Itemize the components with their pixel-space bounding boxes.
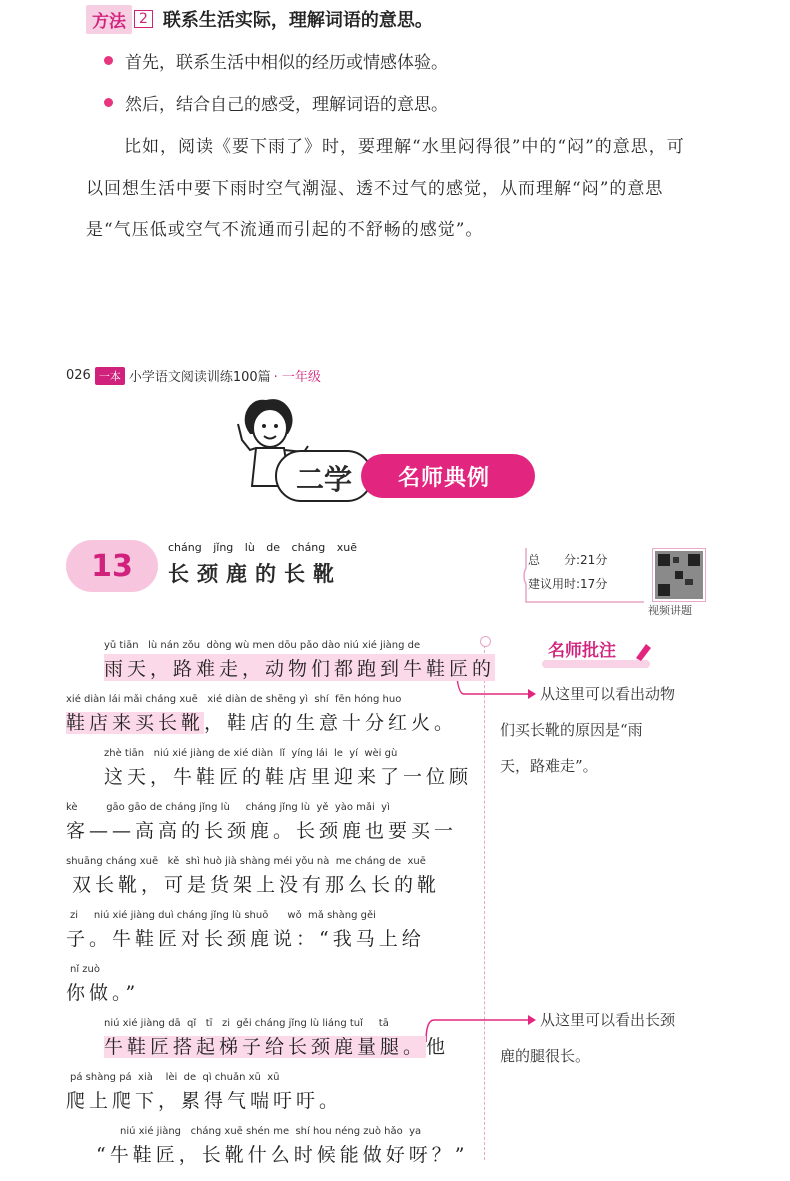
story-line: 客——高高的长颈鹿。长颈鹿也要买一: [66, 820, 458, 842]
example-line: 是“气压低或空气不流通而引起的不舒畅的感觉”。: [86, 220, 484, 240]
method-heading: [86, 6, 433, 32]
qr-label: 视频讲题: [648, 604, 692, 617]
story-line: 你做。”: [66, 982, 140, 1004]
suggested-time: 建议用时:17分: [528, 577, 608, 591]
pen-icon: [632, 640, 654, 662]
method-tag-label: 方法: [86, 5, 132, 34]
page-header: [66, 366, 321, 385]
method-tag-number: 2: [134, 10, 153, 28]
score-info: [528, 548, 607, 596]
pinyin-line: niú xié jiàng cháng xuē shén me shí hou néng zuò hǎo ya: [120, 1126, 422, 1137]
pinyin-line: xié diàn lái mǎi cháng xuē xié diàn de shēng yì shí fēn hóng huo: [66, 694, 402, 705]
lesson-number: 13: [66, 540, 158, 592]
total-score: 总 分:21分: [528, 553, 608, 567]
lesson-title: 长颈鹿的长靴: [168, 561, 342, 586]
pinyin-line: zi niú xié jiàng duì cháng jǐng lù shuō wǒ mǎ shàng gěi: [70, 910, 376, 921]
highlight-text: 鞋店来买长靴: [66, 712, 205, 734]
story-line: 这天，牛鞋匠的鞋店里迎来了一位顾: [104, 766, 473, 788]
bullet-item: [104, 48, 448, 73]
grade-label: · 一年级: [273, 370, 321, 385]
story-line: 爬上爬下，累得气喘吁吁。: [66, 1090, 343, 1112]
book-title: 小学语文阅读训练100篇: [128, 370, 271, 385]
story-line: [66, 708, 457, 735]
note-text: 从这里可以看出长颈: [540, 1011, 676, 1029]
bullet-dot-icon: [104, 56, 113, 65]
highlight-text: 牛鞋匠搭起梯子给长颈鹿量腿。: [104, 1036, 427, 1058]
bullet-text: 首先，联系生活中相似的经历或情感体验。: [125, 53, 448, 73]
example-line: 比如，阅读《要下雨了》时，要理解“水里闷得很”中的“闷”的意思，可: [124, 137, 685, 157]
bullet-dot-icon: [104, 98, 113, 107]
story-text: ，鞋店的生意十分红火。: [204, 712, 458, 734]
bullet-item: [104, 90, 448, 115]
note-text: 鹿的腿很长。: [500, 1047, 591, 1065]
pinyin-line: nǐ zuò: [70, 964, 100, 975]
story-line: “牛鞋匠，长靴什么时候能做好呀？”: [96, 1144, 469, 1166]
banner-label: 名师典例: [398, 466, 491, 491]
story-line: 子。牛鞋匠对长颈鹿说：“我马上给: [66, 928, 425, 950]
notes-heading: 名师批注: [548, 641, 616, 661]
story-text: 他: [426, 1036, 450, 1058]
story-line: 双长靴，可是货架上没有那么长的靴: [72, 874, 441, 896]
note-text: 天，路难走”。: [500, 757, 598, 775]
pinyin-line: yǔ tiān lù nán zǒu dòng wù men dōu pǎo dào niú xié jiàng de: [104, 640, 421, 651]
banner-part: 二学: [296, 463, 353, 496]
story-line: [104, 1032, 449, 1059]
publisher-logo: 一本: [95, 367, 125, 385]
page-number: 026: [66, 368, 91, 383]
column-divider: [484, 640, 487, 1160]
qr-code[interactable]: [652, 548, 706, 602]
lesson-title-pinyin: cháng jǐng lù de cháng xuē: [168, 541, 358, 554]
bullet-text: 然后，结合自己的感受，理解词语的意思。: [125, 95, 448, 115]
pinyin-line: zhè tiān niú xié jiàng de xié diàn lǐ yíng lái le yí wèi gù: [104, 748, 398, 759]
example-line: 以回想生活中要下雨时空气潮湿、透不过气的感觉，从而理解“闷”的意思: [86, 179, 664, 199]
pinyin-line: niú xié jiàng dā qǐ tī zi gěi cháng jǐng lù liáng tuǐ tā: [104, 1018, 389, 1029]
pinyin-line: kè gāo gāo de cháng jǐng lù cháng jǐng lù yě yào mǎi yì: [66, 802, 390, 813]
qr-code-icon: [655, 551, 703, 599]
pinyin-line: pá shàng pá xià lèi de qì chuǎn xū xū: [70, 1072, 280, 1083]
method-title: 联系生活实际，理解词语的意思。: [162, 10, 433, 31]
divider-dot-icon: [480, 636, 491, 647]
story-line: 雨天，路难走，动物们都跑到牛鞋匠的: [104, 654, 495, 681]
note-text: 们买长靴的原因是“雨: [500, 721, 643, 739]
note-text: 从这里可以看出动物: [540, 685, 676, 703]
pinyin-line: shuāng cháng xuē kě shì huò jià shàng méi yǒu nà me cháng de xuē: [66, 856, 426, 867]
